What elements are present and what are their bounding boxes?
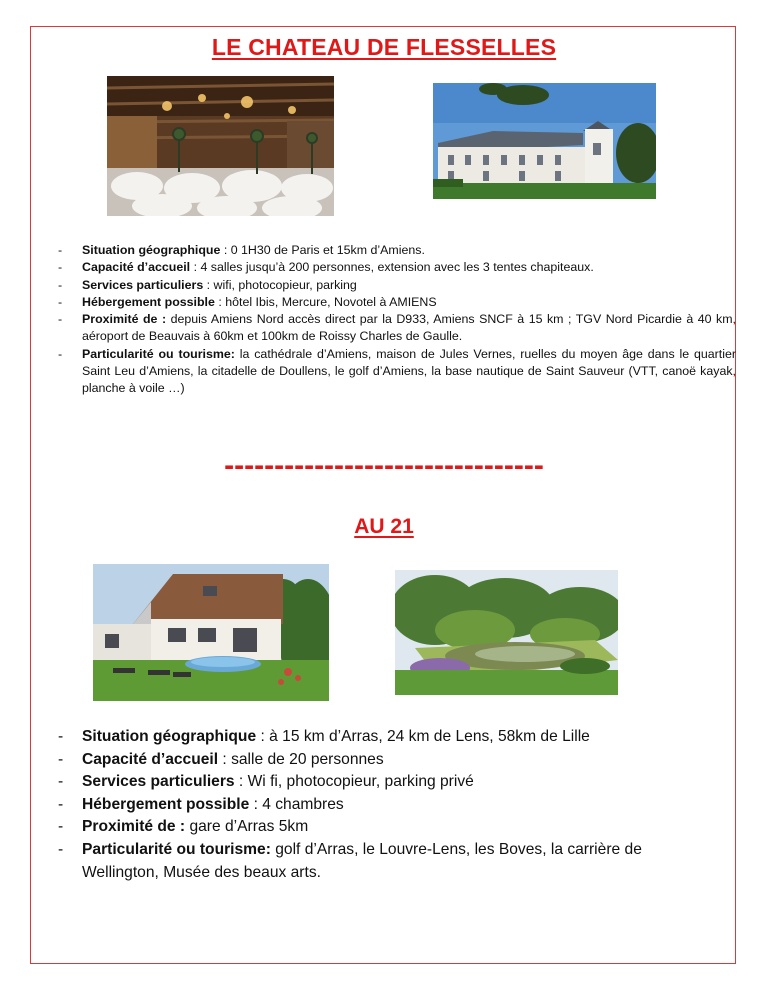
list-item — [58, 726, 668, 749]
separator-line: -------------------------------- — [224, 449, 544, 482]
bullet-dash: - — [58, 312, 63, 327]
list-item — [58, 294, 736, 311]
bullet-dash: - — [58, 840, 64, 858]
item-label: Proximité de : — [82, 312, 167, 327]
house-pool-photo — [93, 564, 329, 701]
bullet-dash: - — [58, 346, 63, 361]
list-item — [58, 816, 668, 839]
item-label: Hébergement possible — [82, 294, 215, 309]
item-label: Situation géographique — [82, 728, 257, 745]
section2-list — [58, 726, 668, 884]
item-label: Particularité ou tourisme: — [82, 346, 235, 361]
bullet-dash: - — [58, 243, 63, 257]
bullet-dash: - — [58, 750, 64, 768]
item-text: golf d’Arras, le Louvre-Lens, les Boves, la carrière de Wellington, Musée des beaux arts. — [82, 840, 642, 881]
list-item — [58, 242, 736, 259]
item-text: : salle de 20 personnes — [218, 750, 384, 768]
item-text: : 4 chambres — [249, 795, 344, 813]
item-text: : Wi fi, photocopieur, parking privé — [234, 773, 474, 791]
list-item — [58, 794, 668, 817]
bullet-dash: - — [58, 277, 63, 292]
bullet-dash: - — [58, 294, 63, 309]
item-text: la cathédrale d’Amiens, maison de Jules Vernes, ruelles du moyen âge dans le quartier Saint Leu d’Amiens, la citadelle de Doullens, le golf d’Amiens, la base nautique de Saint Sauveur (VTT, canoë kayak, planche à voile …) — [82, 346, 736, 396]
chateau-photo — [433, 83, 656, 199]
section1-title: LE CHATEAU DE FLESSELLES — [211, 34, 557, 60]
item-label: Services particuliers — [82, 773, 235, 791]
item-text: gare d’Arras 5km — [185, 818, 309, 836]
item-label: Hébergement possible — [82, 795, 250, 813]
item-text: depuis Amiens Nord accès direct par la D933, Amiens SNCF à 15 km ; TGV Nord Picardie à 40 km, aéroport de Beauvais à 60km et 100km de Roissy Charles de Gaulle. — [82, 312, 737, 344]
list-item — [58, 771, 668, 794]
item-label: Services particuliers — [82, 277, 204, 292]
bullet-dash: - — [58, 728, 64, 745]
item-label: Particularité ou tourisme: — [82, 840, 271, 858]
section2-title: AU 21 — [354, 515, 414, 538]
bullet-dash: - — [58, 260, 63, 275]
item-label: Capacité d’accueil — [82, 260, 191, 275]
bullet-dash: - — [58, 773, 64, 791]
bullet-dash: - — [58, 818, 64, 836]
list-item — [58, 346, 736, 398]
item-label: Situation géographique — [82, 243, 221, 257]
banquet-hall-photo — [107, 76, 334, 216]
list-item — [58, 259, 736, 276]
item-text: : à 15 km d’Arras, 24 km de Lens, 58km de Lille — [256, 728, 590, 745]
item-text: : wifi, photocopieur, parking — [203, 277, 357, 292]
list-item — [58, 839, 668, 884]
item-label: Proximité de : — [82, 818, 186, 836]
item-label: Capacité d’accueil — [82, 750, 219, 768]
item-text: : 4 salles jusqu’à 200 personnes, extension avec les 3 tentes chapiteaux. — [190, 260, 594, 275]
list-item — [58, 277, 736, 294]
garden-pond-photo — [395, 570, 618, 695]
item-text: : hôtel Ibis, Mercure, Novotel à AMIENS — [214, 294, 437, 309]
list-item — [58, 311, 736, 346]
item-text: : 0 1H30 de Paris et 15km d’Amiens. — [220, 243, 425, 257]
list-item — [58, 749, 668, 772]
bullet-dash: - — [58, 795, 64, 813]
section1-list — [58, 242, 736, 398]
